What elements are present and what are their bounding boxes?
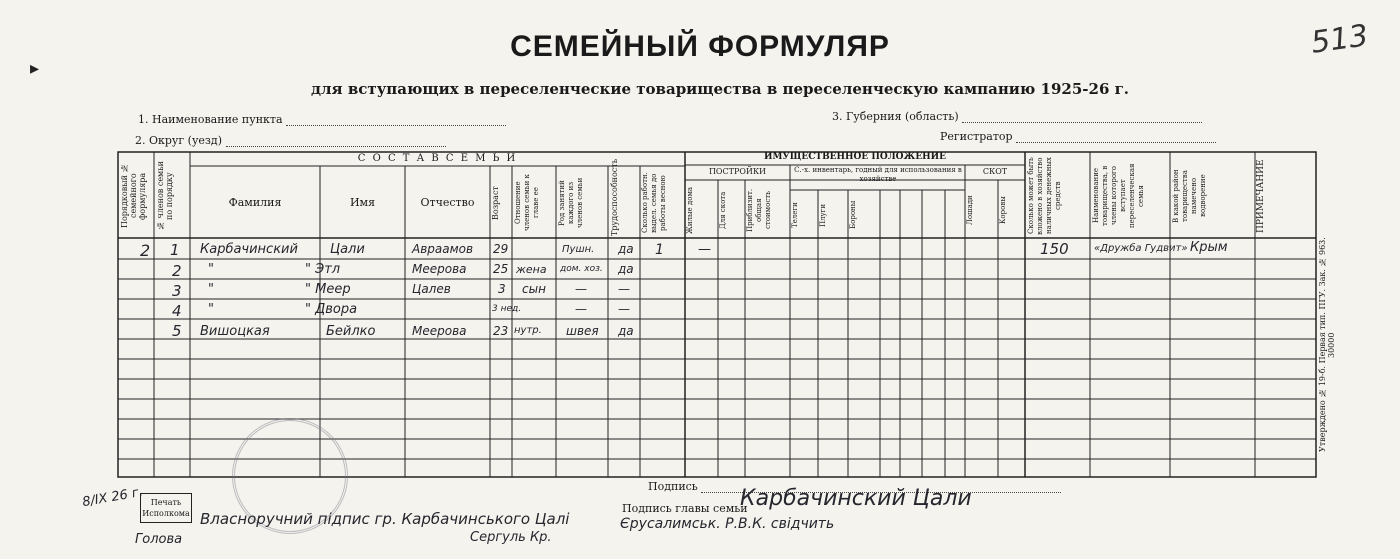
head-signature: Карбачинский Цали [740, 486, 972, 511]
col-partnership: Наименование товарищества, в члены которого вступает переселенческая семья [1092, 163, 1145, 229]
col-name: Имя [349, 196, 376, 209]
attest-text-3: Єрусалимськ. Р.В.К. свідчить [620, 516, 835, 532]
inventory-header: С.-х. инвентарь, годный для использования в хозяйстве [794, 166, 962, 183]
row4-name: " Двора [305, 302, 358, 317]
row1-surname: Карбачинский [200, 242, 298, 257]
col-ability: Трудоспособность [610, 158, 619, 236]
col-house: Жилые дома [686, 186, 694, 234]
row4-ability: — [618, 302, 630, 316]
row5-patronymic: Меерова [412, 324, 467, 338]
row5-occupation: швея [566, 324, 599, 338]
attest-text-2: Сергуль Кр. [470, 530, 552, 545]
row5-no: 5 [172, 322, 182, 340]
row1-house: — [698, 242, 711, 257]
field-settlement-label: 1. Наименование пункта [138, 113, 283, 126]
col-workers: Сколько работн. выдел. семья до работы весною [641, 172, 667, 234]
col-patronymic: Отчество [420, 196, 475, 209]
row1-patronymic: Авраамов [412, 242, 474, 256]
signature-label: Подпись [648, 480, 698, 493]
row4-surname: " [208, 302, 214, 317]
col-member-no: № членов семьи по порядку [156, 161, 174, 231]
row5-ability: да [618, 324, 634, 338]
row2-surname: " [208, 262, 214, 277]
row2-age: 25 [493, 262, 509, 276]
row3-surname: " [208, 282, 214, 297]
col-remarks: ПРИМЕЧАНИЕ [1256, 159, 1266, 233]
seal-box: Печать Исполкома [140, 493, 192, 523]
row2-name: " Этл [305, 262, 341, 277]
col-ploughs: Плуги [819, 203, 827, 227]
col-harrows: Бороны [849, 200, 857, 230]
print-note: Утверждено № 19-б. Первая тип. ПГУ. Зак. № 963. 30000 [1318, 237, 1336, 453]
row1-ability: да [618, 242, 634, 256]
row3-no: 3 [172, 282, 182, 300]
col-district: В какой район товарищества намечено водворение [1172, 169, 1207, 223]
row1-partnership: «Дружба Гудвит» [1094, 243, 1188, 254]
row1-money: 150 [1040, 240, 1069, 258]
archive-number: 513 [1308, 18, 1371, 61]
field-registrar-label: Регистратор [940, 130, 1013, 143]
row1-name: Цали [330, 242, 365, 257]
row3-occupation: — [575, 282, 587, 296]
col-money: Сколько может быть вложено в хозяйство наличных денежных средств [1027, 157, 1062, 235]
row4-age: 3 нед. [492, 304, 522, 314]
col-relation: Отношение членов семьи к главе ее [514, 174, 540, 232]
row5-surname: Вишоцкая [200, 324, 270, 339]
property-header: ИМУЩЕСТВЕННОЕ ПОЛОЖЕНИЕ [763, 152, 947, 162]
row4-occupation: — [575, 302, 587, 316]
row2-no: 2 [172, 262, 182, 280]
row2-ability: да [618, 262, 634, 276]
buildings-header: ПОСТРОЙКИ [708, 167, 767, 176]
row2-patronymic: Меерова [412, 262, 467, 276]
row5-relation: нутр. [514, 325, 542, 336]
col-carts: Телеги [791, 202, 799, 228]
row2-relation: жена [516, 263, 547, 276]
row3-relation: сын [522, 282, 546, 296]
form-title: СЕМЕЙНЫЙ ФОРМУЛЯР [510, 30, 890, 63]
row3-patronymic: Цалев [412, 282, 451, 296]
row3-ability: — [618, 282, 630, 296]
field-province-label: 3. Губерния (область) [832, 110, 959, 123]
row5-name: Бейлко [326, 324, 376, 339]
col-age: Возраст [491, 186, 500, 220]
attest-text: Власноручний підпис гр. Карбачинського Цалі [200, 510, 570, 528]
col-cattle-shed: Для скота [719, 191, 727, 229]
col-approx-value: Приблизит. общая стоимость [746, 188, 772, 232]
col-cows: Коровы [999, 196, 1007, 224]
row4-no: 4 [172, 302, 182, 320]
livestock-header: СКОТ [982, 167, 1008, 176]
col-surname: Фамилия [228, 196, 282, 209]
col-occupation: Род занятий каждого из членов семьи [558, 177, 584, 229]
row1-workers: 1 [655, 242, 664, 258]
col-horses: Лошади [966, 195, 974, 225]
row1-no: 1 [170, 241, 180, 259]
ink-dot: ▸ [30, 58, 40, 79]
field-district-label: 2. Округ (уезд) [135, 134, 222, 147]
head-signature-label: Подпись главы семьи [622, 502, 748, 515]
row1-serial: 2 [140, 241, 151, 260]
chairman-label: Голова [135, 532, 183, 547]
head-signature-field [622, 502, 748, 515]
row3-name: " Меер [305, 282, 351, 297]
row3-age: 3 [498, 282, 506, 296]
col-serial: Порядковый № семейного формуляра [120, 163, 147, 229]
row1-occupation: Пушн. [562, 244, 595, 255]
family-header: С О С Т А В С Е М Ь И [357, 153, 518, 164]
row1-district: Крым [1190, 240, 1228, 255]
date-note: 8/IX 26 г. [81, 484, 145, 511]
row1-age: 29 [493, 242, 509, 256]
row5-age: 23 [493, 324, 509, 338]
row2-occupation: дом. хоз. [560, 264, 603, 274]
form-subtitle: для вступающих в переселенческие товарищества в переселенческую кампанию 1925-26 г. [310, 80, 1130, 98]
